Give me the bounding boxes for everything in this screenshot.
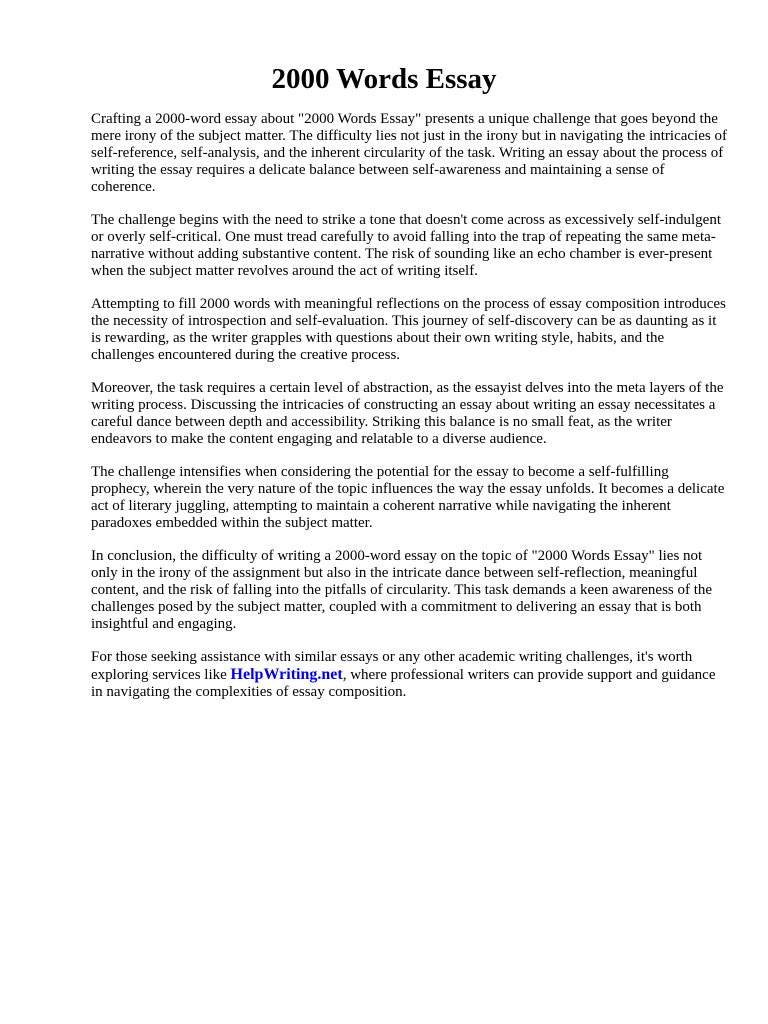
document-title: 2000 Words Essay [271, 63, 497, 95]
paragraph-2: The challenge begins with the need to strike a tone that doesn't come across as excessively self-indulgent or overly self-critical. One must tread carefully to avoid falling into the trap of repeating the same meta-narrative without adding substantive content. The risk of sounding like an echo chamber is ever-present when the subject matter revolves around the act of writing itself. [91, 212, 722, 279]
document-body [91, 111, 727, 717]
paragraph-1: Crafting a 2000-word essay about "2000 Words Essay" presents a unique challenge that goes beyond the mere irony of the subject matter. The difficulty lies not just in the irony but in navigating the intricacies of self-reference, self-analysis, and the inherent circularity of the task. Writing an essay about the process of writing the essay requires a delicate balance between self-awareness and maintaining a sense of coherence. [91, 111, 727, 195]
paragraph-6: In conclusion, the difficulty of writing a 2000-word essay on the topic of "2000 Words Essay" lies not only in the irony of the assignment but also in the intricate dance between self-reflection, meaningful content, and the risk of falling into the pitfalls of circularity. This task demands a keen awareness of the challenges posed by the subject matter, coupled with a commitment to delivering an essay that is both insightful and engaging. [91, 548, 713, 632]
helpwriting-link[interactable]: HelpWriting.net [230, 666, 343, 683]
paragraph-4: Moreover, the task requires a certain level of abstraction, as the essayist delves into the meta layers of the writing process. Discussing the intricacies of constructing an essay about writing an essay necessitates a careful dance between depth and accessibility. Striking this balance is no small feat, as the writer endeavors to make the content engaging and relatable to a diverse audience. [91, 380, 724, 447]
paragraph-5: The challenge intensifies when considering the potential for the essay to become a self-fulfilling prophecy, wherein the very nature of the topic influences the way the essay unfolds. It becomes a delicate act of literary juggling, attempting to maintain a coherent narrative while navigating the inherent paradoxes embedded within the subject matter. [91, 464, 725, 531]
paragraph-3: Attempting to fill 2000 words with meaningful reflections on the process of essay composition introduces the necessity of introspection and self-evaluation. This journey of self-discovery can be as daunting as it is rewarding, as the writer grapples with questions about their own writing style, habits, and the challenges encountered during the creative process. [91, 296, 726, 363]
closing-text-before-link: For those seeking assistance with similar essays or any other academic writing challenges, it's worth exploring services like [91, 649, 693, 683]
closing-paragraph [91, 649, 727, 701]
closing-text-after-link: , where professional writers can provide support and guidance in navigating the complexities of essay composition. [91, 667, 716, 700]
